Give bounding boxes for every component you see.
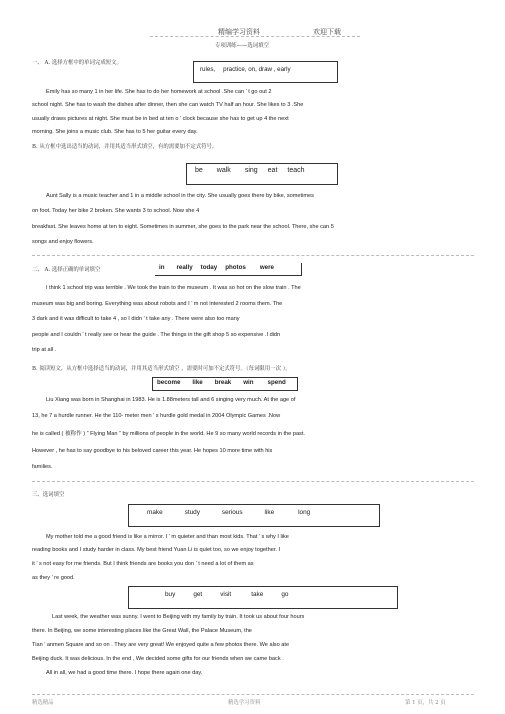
section2-wordboxB xyxy=(152,377,298,391)
word: buy xyxy=(165,591,176,598)
passage-line: However , he has to say goodbye to his beloved career this year. He hopes 10 more time with his xyxy=(32,448,273,454)
word: visit xyxy=(220,591,232,598)
word: be xyxy=(195,167,203,174)
passage-line: 3 dark and it was difficult to take 4 , so I didn ’ t take any . There were also too many xyxy=(32,316,240,322)
word: go xyxy=(281,591,289,598)
passage-line: breakfast. She leaves home at ten to eight. Sometimes in summer, she goes to the park near the school. There, she can 5 xyxy=(32,224,334,230)
passage-line: songs and enjoy flowers. xyxy=(32,239,94,245)
passage-line: trip at all . xyxy=(32,347,57,353)
word: long xyxy=(298,509,311,516)
passage-line: All in all, we had a good time there. I hope there again one day. xyxy=(46,670,203,676)
footer-left: 精选精品 xyxy=(32,700,54,706)
section1-heading: 一、 A. 选择方框中的单词完成短文。 xyxy=(32,60,122,66)
passage-line: people and I couldn ’ t really see or hear the guide . The things in the gift shop 5 so expensive .I didn xyxy=(32,332,281,338)
passage-line: usually draws pictures at night. She must be in bed at ten o ’ clock because she has to get up 4 the next xyxy=(32,116,289,122)
footer-page-number: 第 1 页，共 2 页 xyxy=(405,700,446,706)
section1-wordbox xyxy=(193,61,338,83)
passage-line: Last week, the weather was sunny. I went to Beijing with my family by train. It took us about four hours xyxy=(52,614,305,620)
passage-line: I think 1 school trip was terrible . We took the train to the museum . It was so hot on the slow train . The xyxy=(46,285,301,291)
section2-heading: 二、 A. 选择正确的单词填空 xyxy=(32,267,101,273)
word: photos xyxy=(225,264,246,271)
header-right: 欢迎下载 xyxy=(313,28,341,36)
passage-line: Emily has so many 1 in her life. She has to do her homework at school .She can ’ t go out 2 xyxy=(46,89,272,95)
section2-partB-heading: B. 阅读短文，从方框中选择适当的动词，并用其适当形式填空 ，需要时可加不定式符号。（每词限用一次 ）。 xyxy=(32,366,291,372)
section1-wordboxB xyxy=(186,163,338,185)
page-subtitle: 专项训练——选词填空 xyxy=(215,43,269,49)
word: like xyxy=(264,509,275,516)
word: were xyxy=(259,264,274,271)
word: break xyxy=(214,379,232,386)
passage-line: Aunt Sally is a music teacher and 1 in a middle school in the city. She usually goes there by bike, sometimes xyxy=(46,193,314,199)
section-divider xyxy=(32,481,474,482)
word: study xyxy=(184,509,200,516)
word: eat xyxy=(267,167,278,174)
word: in xyxy=(159,264,165,271)
word: walk xyxy=(216,167,231,174)
word: take xyxy=(251,591,264,598)
word: sing xyxy=(244,167,258,174)
passage-line: on foot. Today her bike 2 broken. She wants 3 to school. Now she 4 xyxy=(32,208,200,214)
footer-center: 精选学习资料 xyxy=(228,700,261,706)
passage-line: families. xyxy=(32,464,53,470)
passage-line: Beijing duck. It was delicious. In the end , We decided some gifts for our friends when we came back . xyxy=(32,656,284,662)
passage-line: Liu Xiang was born in Shanghai in 1983. He is 1.88meters tall and 6 singing very much. At the age of xyxy=(46,397,296,403)
section3-wordbox xyxy=(128,504,380,527)
section3-wordboxB xyxy=(128,586,398,609)
word: win xyxy=(243,379,254,386)
section3-heading: 三、选词填空 xyxy=(32,492,65,498)
passage-line: 13, he 7 a hurdle runner. He the 110- meter men ’ s hurdle gold medal in 2004 Olympic Games .Now xyxy=(32,413,281,419)
header-title: 精编学习资料 xyxy=(218,28,260,36)
section2-wordbox xyxy=(155,263,302,276)
word: teach xyxy=(287,167,305,174)
passage-line: Tian ’ anmen Square and so on . They are very great! We enjoyed quite a few photos there. We also ate xyxy=(32,642,290,648)
section1-partB-heading: B. 从方框中选出适当的动词，并用其适当形式填空，有的需要加不定式符号。 xyxy=(32,144,218,150)
passage-line: reading books and I study harder in class. My best friend Yuan Li is quiet too, so we enjoy together. I xyxy=(32,547,281,553)
word: serious xyxy=(221,509,243,516)
word: make xyxy=(147,509,163,516)
passage-line: morning. She joins a music club. She has to 5 her guitar every day. xyxy=(32,129,198,135)
passage-line: as they ’ re good. xyxy=(32,575,75,581)
passage-line: he is called ( 被称作 ) “ Flying Man ” by millions of people in the world. He 9 so many world records in the past. xyxy=(32,431,305,437)
footer-divider xyxy=(32,694,474,695)
word: get xyxy=(193,591,203,598)
word: practice, on, draw , early xyxy=(223,66,291,73)
word: today xyxy=(200,264,218,271)
word: become xyxy=(157,379,181,386)
word: really xyxy=(176,264,193,271)
passage-line: there. In Beijing, we some interesting places like the Great Wall, the Palace Museum, the xyxy=(32,628,252,634)
word: like xyxy=(192,379,203,386)
header-divider xyxy=(150,36,360,37)
section-divider xyxy=(32,255,474,256)
word: rules, xyxy=(200,66,216,73)
passage-line: it ’ s not easy for me friends. But I think friends are books you don ’ t need a lot of them as xyxy=(32,561,254,567)
passage-line: museum was big and boring. Everything was about robots and I ’ m not interested 2 rooms them. The xyxy=(32,301,283,307)
passage-line: school night. She has to wash the dishes after dinner, then she can watch TV half an hour. She likes to 3 .She xyxy=(32,102,304,108)
passage-line: My mother told me a good friend is like a mirror. I ’ m quieter and than most kids. That ’ s why I like xyxy=(46,534,289,540)
word: spend xyxy=(267,379,286,386)
